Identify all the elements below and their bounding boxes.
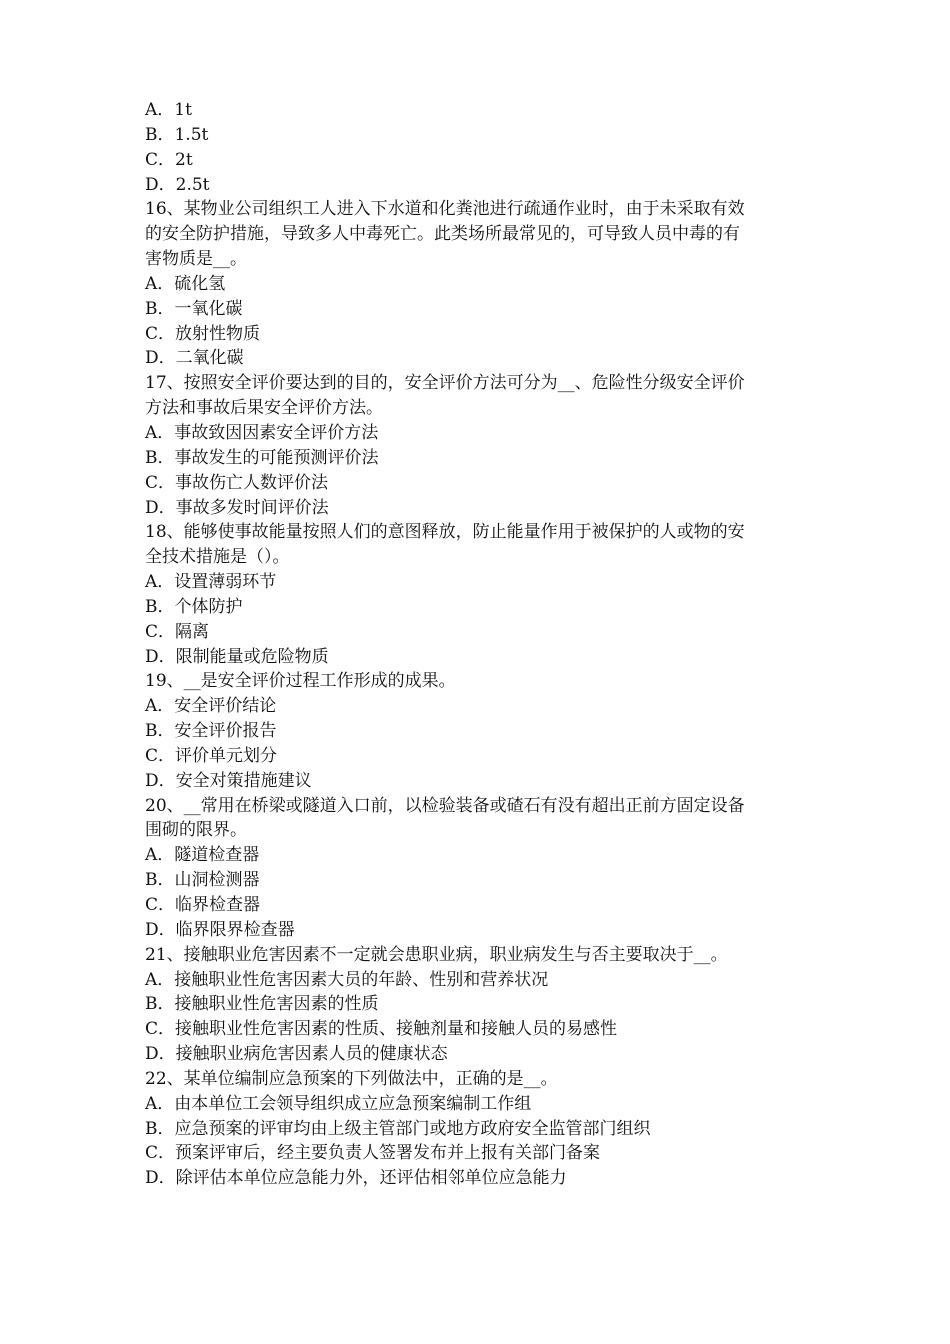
option-d: D．临界限界检查器 xyxy=(145,919,295,940)
document-content xyxy=(145,98,810,1191)
question-text-line: 全技术措施是（）。 xyxy=(145,547,290,568)
option-d: D．事故多发时间评价法 xyxy=(145,497,329,518)
question-text-line: 的安全防护措施，导致多人中毒死亡。此类场所最常见的，可导致人员中毒的有 xyxy=(145,224,740,245)
question-text-line: 21、接触职业危害因素不一定就会患职业病，职业病发生与否主要取决于__。 xyxy=(145,944,728,965)
option-b: B．1.5t xyxy=(145,124,209,145)
option-b: B．接触职业性危害因素的性质 xyxy=(145,994,379,1015)
option-a: A．硫化氢 xyxy=(145,273,226,294)
question-text-line: 22、某单位编制应急预案的下列做法中，正确的是__。 xyxy=(145,1068,558,1089)
option-a: A．接触职业性危害因素大员的年龄、性别和营养状况 xyxy=(145,969,549,990)
option-a: A．安全评价结论 xyxy=(145,696,277,717)
question-17 xyxy=(145,371,810,520)
question-21 xyxy=(145,943,810,1067)
option-c: C．事故伤亡人数评价法 xyxy=(145,472,329,493)
lead-options xyxy=(145,98,810,197)
option-a: A．由本单位工会领导组织成立应急预案编制工作组 xyxy=(145,1093,532,1114)
option-c: C．2t xyxy=(145,149,193,170)
question-18 xyxy=(145,520,810,669)
option-d: D．2.5t xyxy=(145,174,210,195)
question-text-line: 17、按照安全评价要达到的目的，安全评价方法可分为__、危险性分级安全评价 xyxy=(145,373,745,394)
question-text-line: 19、__是安全评价过程工作形成的成果。 xyxy=(145,671,456,692)
question-text-line: 害物质是__。 xyxy=(145,249,247,270)
option-b: B．山洞检测器 xyxy=(145,870,260,891)
option-d: D．限制能量或危险物质 xyxy=(145,646,329,667)
option-b: B．一氧化碳 xyxy=(145,298,243,319)
option-a: A．设置薄弱环节 xyxy=(145,572,277,593)
option-b: B．应急预案的评审均由上级主管部门或地方政府安全监管部门组织 xyxy=(145,1118,651,1139)
question-22 xyxy=(145,1067,810,1191)
option-a: A．隧道检查器 xyxy=(145,845,260,866)
question-text-line: 18、能够使事故能量按照人们的意图释放，防止能量作用于被保护的人或物的安 xyxy=(145,522,745,543)
option-b: B．事故发生的可能预测评价法 xyxy=(145,447,379,468)
option-d: D．接触职业病危害因素人员的健康状态 xyxy=(145,1044,448,1065)
option-a: A．1t xyxy=(145,100,192,120)
option-c: C．接触职业性危害因素的性质、接触剂量和接触人员的易感性 xyxy=(145,1019,618,1040)
option-a: A．事故致因因素安全评价方法 xyxy=(145,422,379,443)
question-text-line: 方法和事故后果安全评价方法。 xyxy=(145,398,383,419)
option-c: C．放射性物质 xyxy=(145,323,261,344)
question-16 xyxy=(145,197,810,371)
question-text-line: 围砌的限界。 xyxy=(145,820,247,841)
option-b: B．安全评价报告 xyxy=(145,721,277,742)
question-19 xyxy=(145,669,810,793)
option-c: C．预案评审后，经主要负责人签署发布并上报有关部门备案 xyxy=(145,1143,601,1164)
option-d: D．二氧化碳 xyxy=(145,348,244,369)
option-b: B．个体防护 xyxy=(145,596,243,617)
question-text-line: 20、__常用在桥梁或隧道入口前，以检验装备或碴石有没有超出正前方固定设备 xyxy=(145,795,745,816)
option-d: D．安全对策措施建议 xyxy=(145,770,312,791)
option-d: D．除评估本单位应急能力外，还评估相邻单位应急能力 xyxy=(145,1168,567,1189)
option-c: C．评价单元划分 xyxy=(145,745,278,766)
question-20 xyxy=(145,794,810,943)
option-c: C．隔离 xyxy=(145,621,210,642)
question-text-line: 16、某物业公司组织工人进入下水道和化粪池进行疏通作业时，由于未采取有效 xyxy=(145,199,745,220)
option-c: C．临界检查器 xyxy=(145,895,261,915)
